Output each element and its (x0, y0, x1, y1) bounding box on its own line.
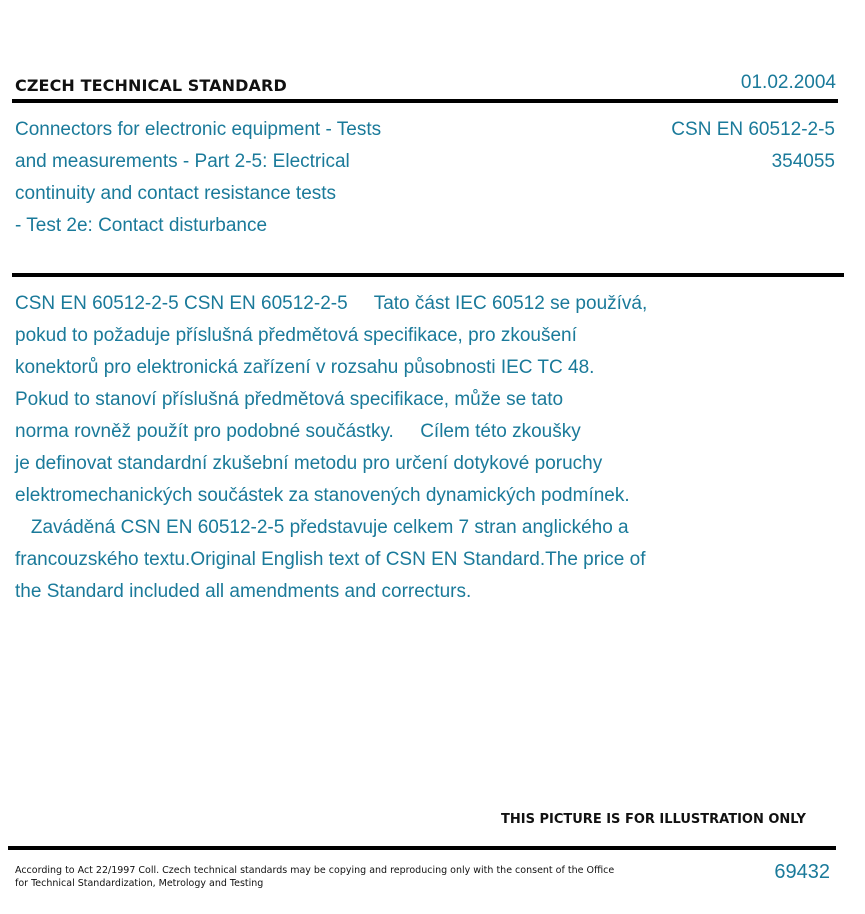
standard-description (15, 288, 755, 608)
top-divider (12, 99, 838, 103)
publication-date: 01.02.2004 (740, 72, 836, 93)
document-header-title: CZECH TECHNICAL STANDARD (15, 76, 287, 95)
description-line: francouzského textu.Original English text of CSN EN Standard.The price of (15, 549, 646, 570)
description-line: elektromechanických součástek za stanovených dynamických podmínek. (15, 485, 630, 506)
description-line: konektorů pro elektronická zařízení v rozsahu působnosti IEC TC 48. (15, 357, 595, 378)
class-number: 354055 (771, 151, 835, 172)
description-line: norma rovněž použít pro podobné součástky. Cílem této zkoušky (15, 421, 581, 442)
description-line: pokud to požaduje příslušná předmětová specifikace, pro zkoušení (15, 325, 577, 346)
middle-divider (12, 273, 844, 277)
description-line: Pokud to stanoví příslušná předmětová specifikace, může se tato (15, 389, 564, 410)
standard-code: CSN EN 60512-2-5 (671, 119, 835, 140)
standard-title-line: Connectors for electronic equipment - Tests (15, 119, 382, 140)
description-line: CSN EN 60512-2-5 CSN EN 60512-2-5 Tato část IEC 60512 se používá, (15, 293, 648, 314)
standard-title-line: continuity and contact resistance tests (15, 183, 337, 204)
bottom-divider (8, 846, 836, 850)
description-line: Zaváděná CSN EN 60512-2-5 představuje celkem 7 stran anglického a (15, 517, 629, 538)
description-line: je definovat standardní zkušební metodu pro určení dotykové poruchy (15, 453, 603, 474)
standard-identifiers (671, 114, 835, 178)
illustration-disclaimer: THIS PICTURE IS FOR ILLUSTRATION ONLY (501, 812, 806, 827)
description-line: the Standard included all amendments and correcturs. (15, 581, 472, 602)
standard-title-line: - Test 2e: Contact disturbance (15, 215, 268, 236)
legal-notice-line: for Technical Standardization, Metrology and Testing (15, 878, 264, 889)
standard-title-line: and measurements - Part 2-5: Electrical (15, 151, 350, 172)
document-number: 69432 (774, 861, 830, 883)
legal-notice (15, 864, 615, 890)
legal-notice-line: According to Act 22/1997 Coll. Czech technical standards may be copying and reproducing only with the consent of the Office (15, 865, 615, 876)
standard-title (15, 114, 455, 242)
